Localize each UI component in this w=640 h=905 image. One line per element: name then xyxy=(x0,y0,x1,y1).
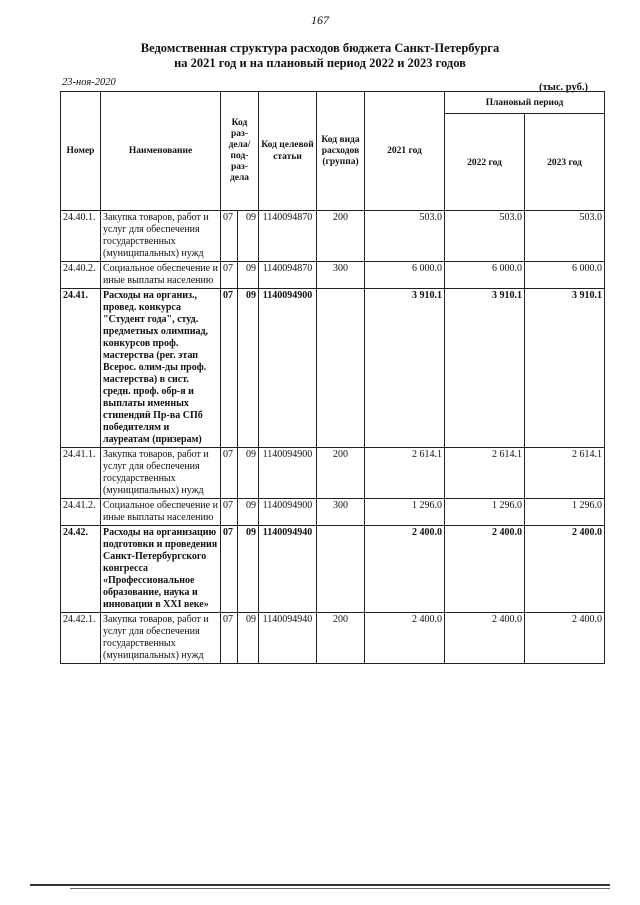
row-kind: 200 xyxy=(317,211,365,262)
row-name: Социальное обеспечение и иные выплаты населению xyxy=(101,499,221,526)
row-2023: 503.0 xyxy=(525,211,605,262)
header-section: Код раз-дела/ под-раз-дела xyxy=(221,92,259,211)
row-subsection: 09 xyxy=(238,448,259,499)
row-name: Закупка товаров, работ и услуг для обеспечения государственных (муниципальных) нужд xyxy=(101,448,221,499)
table-row xyxy=(61,448,605,499)
row-2023: 2 614.1 xyxy=(525,448,605,499)
row-name: Расходы на организ., провед. конкурса "Студент года", студ. предметных олимпиад, конкурсов проф. мастерства (рег. этап Всерос. олим-ды проф. мастерства) в сист. средн. проф. обр-я и выплаты именных стипендий Пр-ва СПб победителям и лауреатам (призерам) xyxy=(101,289,221,448)
row-target: 1140094900 xyxy=(259,448,317,499)
row-target: 1140094870 xyxy=(259,211,317,262)
row-number: 24.40.2. xyxy=(61,262,101,289)
row-2021: 3 910.1 xyxy=(365,289,445,448)
footer-rule xyxy=(30,884,610,886)
row-name: Закупка товаров, работ и услуг для обеспечения государственных (муниципальных) нужд xyxy=(101,613,221,664)
row-section: 07 xyxy=(221,499,238,526)
footer-rule-thin xyxy=(70,888,610,889)
row-kind: 300 xyxy=(317,262,365,289)
row-2021: 2 400.0 xyxy=(365,526,445,613)
row-2021: 503.0 xyxy=(365,211,445,262)
table-row xyxy=(61,211,605,262)
row-target: 1140094940 xyxy=(259,613,317,664)
header-2023: 2023 год xyxy=(525,114,605,211)
header-2022: 2022 год xyxy=(445,114,525,211)
row-target: 1140094940 xyxy=(259,526,317,613)
row-section: 07 xyxy=(221,448,238,499)
row-kind xyxy=(317,526,365,613)
header-number: Номер xyxy=(61,92,101,211)
row-subsection: 09 xyxy=(238,211,259,262)
header-plan-period: Плановый период xyxy=(445,92,605,114)
row-target: 1140094900 xyxy=(259,289,317,448)
row-kind: 200 xyxy=(317,448,365,499)
row-2022: 6 000.0 xyxy=(445,262,525,289)
page-number: 167 xyxy=(311,13,329,27)
table-row xyxy=(61,262,605,289)
row-kind: 300 xyxy=(317,499,365,526)
title-line-1: Ведомственная структура расходов бюджета Санкт-Петербурга xyxy=(140,41,500,55)
header-name: Наименование xyxy=(101,92,221,211)
row-name: Расходы на организацию подготовки и проведения Санкт-Петербургского конгресса «Профессиональное образование, наука и инновации в XXI веке» xyxy=(101,526,221,613)
row-2022: 2 614.1 xyxy=(445,448,525,499)
budget-table xyxy=(60,91,605,664)
row-2021: 2 400.0 xyxy=(365,613,445,664)
row-name: Социальное обеспечение и иные выплаты населению xyxy=(101,262,221,289)
row-number: 24.41.1. xyxy=(61,448,101,499)
row-number: 24.42.1. xyxy=(61,613,101,664)
title-line-2: на 2021 год и на плановый период 2022 и 2023 годов xyxy=(174,56,466,70)
row-2023: 2 400.0 xyxy=(525,526,605,613)
row-section: 07 xyxy=(221,289,238,448)
row-2021: 1 296.0 xyxy=(365,499,445,526)
row-2023: 3 910.1 xyxy=(525,289,605,448)
row-subsection: 09 xyxy=(238,289,259,448)
row-2021: 6 000.0 xyxy=(365,262,445,289)
row-2023: 1 296.0 xyxy=(525,499,605,526)
row-2022: 1 296.0 xyxy=(445,499,525,526)
row-subsection: 09 xyxy=(238,613,259,664)
row-number: 24.41.2. xyxy=(61,499,101,526)
row-2023: 2 400.0 xyxy=(525,613,605,664)
row-section: 07 xyxy=(221,211,238,262)
document-date: 23-ноя-2020 xyxy=(62,77,116,88)
row-2022: 3 910.1 xyxy=(445,289,525,448)
row-2023: 6 000.0 xyxy=(525,262,605,289)
row-number: 24.42. xyxy=(61,526,101,613)
units-label: (тыс. руб.) xyxy=(539,82,588,93)
row-section: 07 xyxy=(221,526,238,613)
row-2022: 2 400.0 xyxy=(445,526,525,613)
row-2021: 2 614.1 xyxy=(365,448,445,499)
table-row xyxy=(61,613,605,664)
row-name: Закупка товаров, работ и услуг для обеспечения государственных (муниципальных) нужд xyxy=(101,211,221,262)
row-section: 07 xyxy=(221,613,238,664)
row-target: 1140094870 xyxy=(259,262,317,289)
header-target: Код целевой статьи xyxy=(259,92,317,211)
row-number: 24.40.1. xyxy=(61,211,101,262)
row-section: 07 xyxy=(221,262,238,289)
row-2022: 503.0 xyxy=(445,211,525,262)
header-2021: 2021 год xyxy=(365,92,445,211)
row-number: 24.41. xyxy=(61,289,101,448)
document-title xyxy=(0,41,640,71)
table-row xyxy=(61,526,605,613)
row-subsection: 09 xyxy=(238,499,259,526)
table-row xyxy=(61,289,605,448)
row-kind xyxy=(317,289,365,448)
row-target: 1140094900 xyxy=(259,499,317,526)
row-subsection: 09 xyxy=(238,526,259,613)
row-kind: 200 xyxy=(317,613,365,664)
header-kind: Код вида расходов (группа) xyxy=(317,92,365,211)
row-subsection: 09 xyxy=(238,262,259,289)
table-row xyxy=(61,499,605,526)
row-2022: 2 400.0 xyxy=(445,613,525,664)
